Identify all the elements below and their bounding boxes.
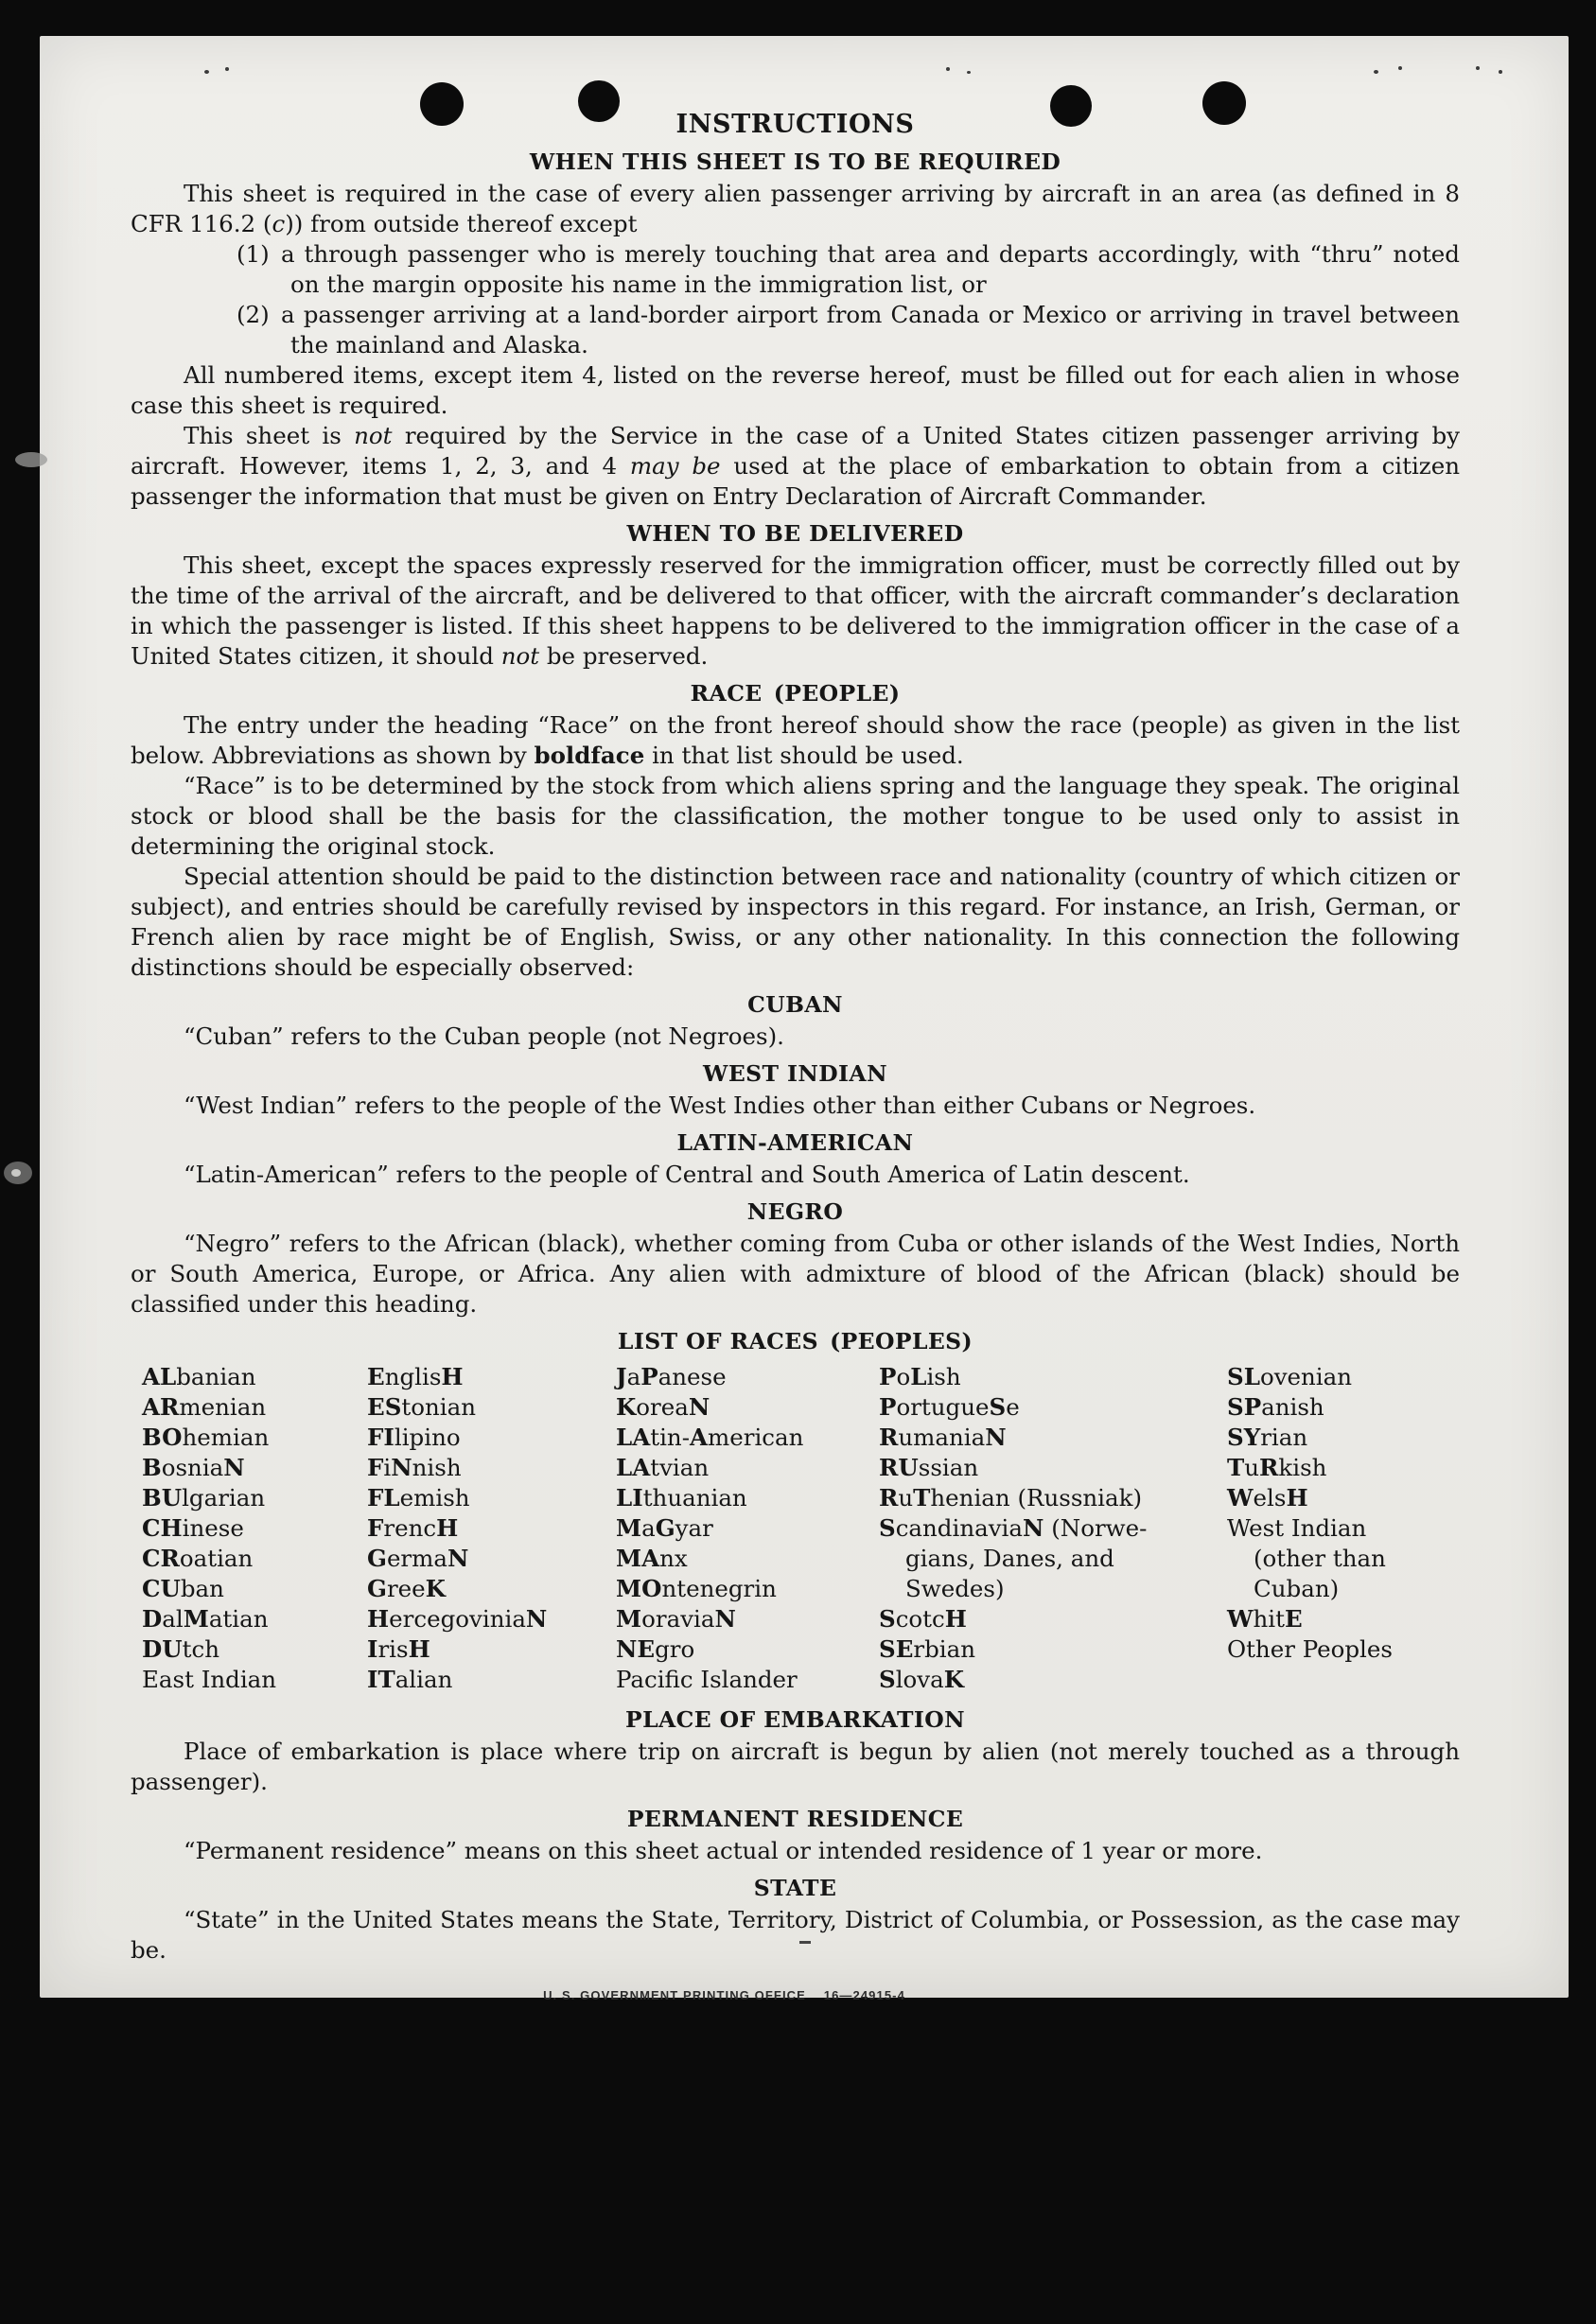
race-item: PortugueSe [879, 1393, 1020, 1421]
races-column-1 [142, 1362, 367, 1695]
race-item: NEgro [616, 1635, 695, 1663]
paragraph-west-indian: “West Indian” refers to the people of the West Indies other than either Cubans or Negroes. [184, 1092, 1256, 1119]
scan-speck [225, 67, 229, 71]
race-item: MAnx [616, 1545, 688, 1572]
race-item: LIthuanian [616, 1484, 747, 1511]
race-item: Pacific Islander [616, 1666, 798, 1693]
scan-speck [1499, 70, 1502, 74]
list-item-2: (2) a passenger arriving at a land-border airport from Canada or Mexico or arriving in travel between the mainland and Alaska. [237, 301, 1460, 358]
race-item: Other Peoples [1227, 1635, 1393, 1663]
paragraph-required-intro: This sheet is required in the case of every alien passenger arriving by aircraft in an area (as defined in 8 CFR 116.2 (c)) from outside thereof except [131, 180, 1460, 237]
paragraph-race-2: “Race” is to be determined by the stock from which aliens spring and the language they speak. The original stock or blood shall be the basis for the classification, the mother tongue to be used only to assist in determining the original stock. [131, 772, 1460, 860]
race-item: MOntenegrin [616, 1575, 777, 1602]
race-item: ScotcH [879, 1605, 967, 1633]
heading-west-indian: WEST INDIAN [703, 1060, 887, 1087]
race-item: MoraviaN [616, 1605, 736, 1633]
race-item: RuThenian (Russniak) [879, 1484, 1143, 1511]
heading-permanent-residence: PERMANENT RESIDENCE [626, 1806, 964, 1832]
scan-speck [204, 70, 209, 74]
race-item: GreeK [367, 1575, 446, 1602]
paragraph-delivered: This sheet, except the spaces expressly reserved for the immigration officer, must be correctly filled out by the time of the arrival of the aircraft, and be delivered to that officer, with the aircraft commander’s declaration in which the passenger is listed. If this sheet happens to be delivered to the immigration officer in the case of a United States citizen, it should not be preserved. [131, 551, 1460, 670]
heading-when-required: WHEN THIS SHEET IS TO BE REQUIRED [529, 149, 1061, 175]
race-item: FrencH [367, 1514, 459, 1542]
paragraph-latin-american: “Latin-American” refers to the people of Central and South America of Latin descent. [184, 1161, 1190, 1188]
scan-speck [946, 67, 950, 71]
races-column-3 [616, 1362, 879, 1695]
scan-mark [799, 1941, 811, 1944]
race-item: East Indian [142, 1666, 277, 1693]
scan-speck [1374, 70, 1378, 74]
race-item: MaGyar [616, 1514, 713, 1542]
paragraph-residence: “Permanent residence” means on this sheet actual or intended residence of 1 year or more. [184, 1837, 1263, 1864]
race-item: PoLish [879, 1363, 961, 1390]
race-item: SErbian [879, 1635, 976, 1663]
scan-smudge [11, 1169, 21, 1177]
race-item: CUban [142, 1575, 224, 1602]
heading-cuban: CUBAN [747, 991, 843, 1018]
race-item: ITalian [367, 1666, 453, 1693]
paragraph-numbered-items: All numbered items, except item 4, listed on the reverse hereof, must be filled out for each alien in whose case this sheet is required. [131, 361, 1460, 419]
scan-speck [967, 71, 971, 74]
paragraph-state: “State” in the United States means the State, Territory, District of Columbia, or Possession, as the case may be. [131, 1906, 1460, 1964]
race-item: SYrian [1227, 1424, 1308, 1451]
race-item: KoreaN [616, 1393, 710, 1421]
race-item: FiNnish [367, 1454, 462, 1481]
punch-hole [420, 82, 464, 126]
race-item: FIlipino [367, 1424, 461, 1451]
race-item: CHinese [142, 1514, 244, 1542]
scan-smudge [15, 452, 47, 467]
races-column-5 [1227, 1362, 1460, 1695]
heading-race-people: RACE (PEOPLE) [690, 680, 901, 707]
races-column-2 [367, 1362, 616, 1695]
heading-list-of-races: LIST OF RACES (PEOPLES) [617, 1328, 973, 1354]
race-item: BosniaN [142, 1454, 245, 1481]
paragraph-race-1: The entry under the heading “Race” on the front hereof should show the race (people) as given in the list below. Abbreviations as shown by boldface in that list should be used. [131, 711, 1460, 769]
heading-place-of-embarkation: PLACE OF EMBARKATION [625, 1706, 965, 1733]
scanned-instruction-sheet [40, 36, 1569, 2002]
race-item: IrisH [367, 1635, 430, 1663]
race-item: SlovaK [879, 1666, 965, 1693]
races-list [131, 1362, 1460, 1695]
race-item: WhitE [1227, 1605, 1303, 1633]
punch-hole [1202, 81, 1246, 125]
paragraph-cuban: “Cuban” refers to the Cuban people (not Negroes). [184, 1022, 784, 1050]
heading-state: STATE [753, 1875, 837, 1901]
race-item: LAtin-American [616, 1424, 804, 1451]
list-item-1: (1) a through passenger who is merely touching that area and departs accordingly, with “thru” noted on the margin opposite his name in the immigration list, or [237, 240, 1460, 298]
paragraph-race-3: Special attention should be paid to the distinction between race and nationality (country of which citizen or subject), and entries should be carefully revised by inspectors in this regard. For instance, an Irish, German, or French alien by race might be of English, Swiss, or any other nationality. In this connection the following distinctions should be especially observed: [131, 863, 1460, 981]
race-item: ALbanian [142, 1363, 256, 1390]
race-item: SPanish [1227, 1393, 1324, 1421]
race-item: BUlgarian [142, 1484, 266, 1511]
race-item: DalMatian [142, 1605, 269, 1633]
race-item: RumaniaN [879, 1424, 1007, 1451]
scan-speck [1476, 66, 1480, 70]
race-item: West Indian (other than Cuban) [1227, 1514, 1386, 1602]
race-item: BOhemian [142, 1424, 270, 1451]
paragraph-embarkation: Place of embarkation is place where trip on aircraft is begun by alien (not merely touched as a through passenger). [131, 1738, 1460, 1795]
scan-speck [1398, 66, 1402, 70]
heading-latin-american: LATIN-AMERICAN [676, 1129, 914, 1156]
gpo-imprint: U. S. GOVERNMENT PRINTING OFFICE 16—24915-4 [543, 1988, 905, 2002]
race-item: LAtvian [616, 1454, 710, 1481]
heading-negro: NEGRO [746, 1198, 844, 1225]
paragraph-not-required: This sheet is not required by the Service in the case of a United States citizen passenger arriving by aircraft. However, items 1, 2, 3, and 4 may be used at the place of embarkation to obtain from a citizen passenger the information that must be given on Entry Declaration of Aircraft Commander. [131, 422, 1460, 510]
sheet-content [40, 36, 1569, 2011]
race-item: EnglisH [367, 1363, 464, 1390]
races-column-4 [879, 1362, 1227, 1695]
race-item: ARmenian [142, 1393, 267, 1421]
race-item: FLemish [367, 1484, 470, 1511]
race-item: HercegoviniaN [367, 1605, 548, 1633]
race-item: JaPanese [616, 1363, 727, 1390]
race-item: SLovenian [1227, 1363, 1353, 1390]
race-item: WelsH [1227, 1484, 1308, 1511]
race-item: CRoatian [142, 1545, 254, 1572]
punch-hole [578, 80, 620, 122]
paragraph-negro: “Negro” refers to the African (black), whether coming from Cuba or other islands of the West Indies, North or South America, Europe, or Africa. Any alien with admixture of blood of the African (black) should be classified under this heading. [131, 1230, 1460, 1318]
page-title: INSTRUCTIONS [675, 110, 915, 139]
race-item: ScandinaviaN (Norwegians, Danes, and Swedes) [879, 1514, 1148, 1602]
heading-when-delivered: WHEN TO BE DELIVERED [626, 520, 964, 547]
race-item: RUssian [879, 1454, 979, 1481]
race-item: EStonian [367, 1393, 476, 1421]
race-item: DUtch [142, 1635, 219, 1663]
punch-hole [1050, 85, 1092, 127]
race-item: GermaN [367, 1545, 469, 1572]
race-item: TuRkish [1227, 1454, 1327, 1481]
